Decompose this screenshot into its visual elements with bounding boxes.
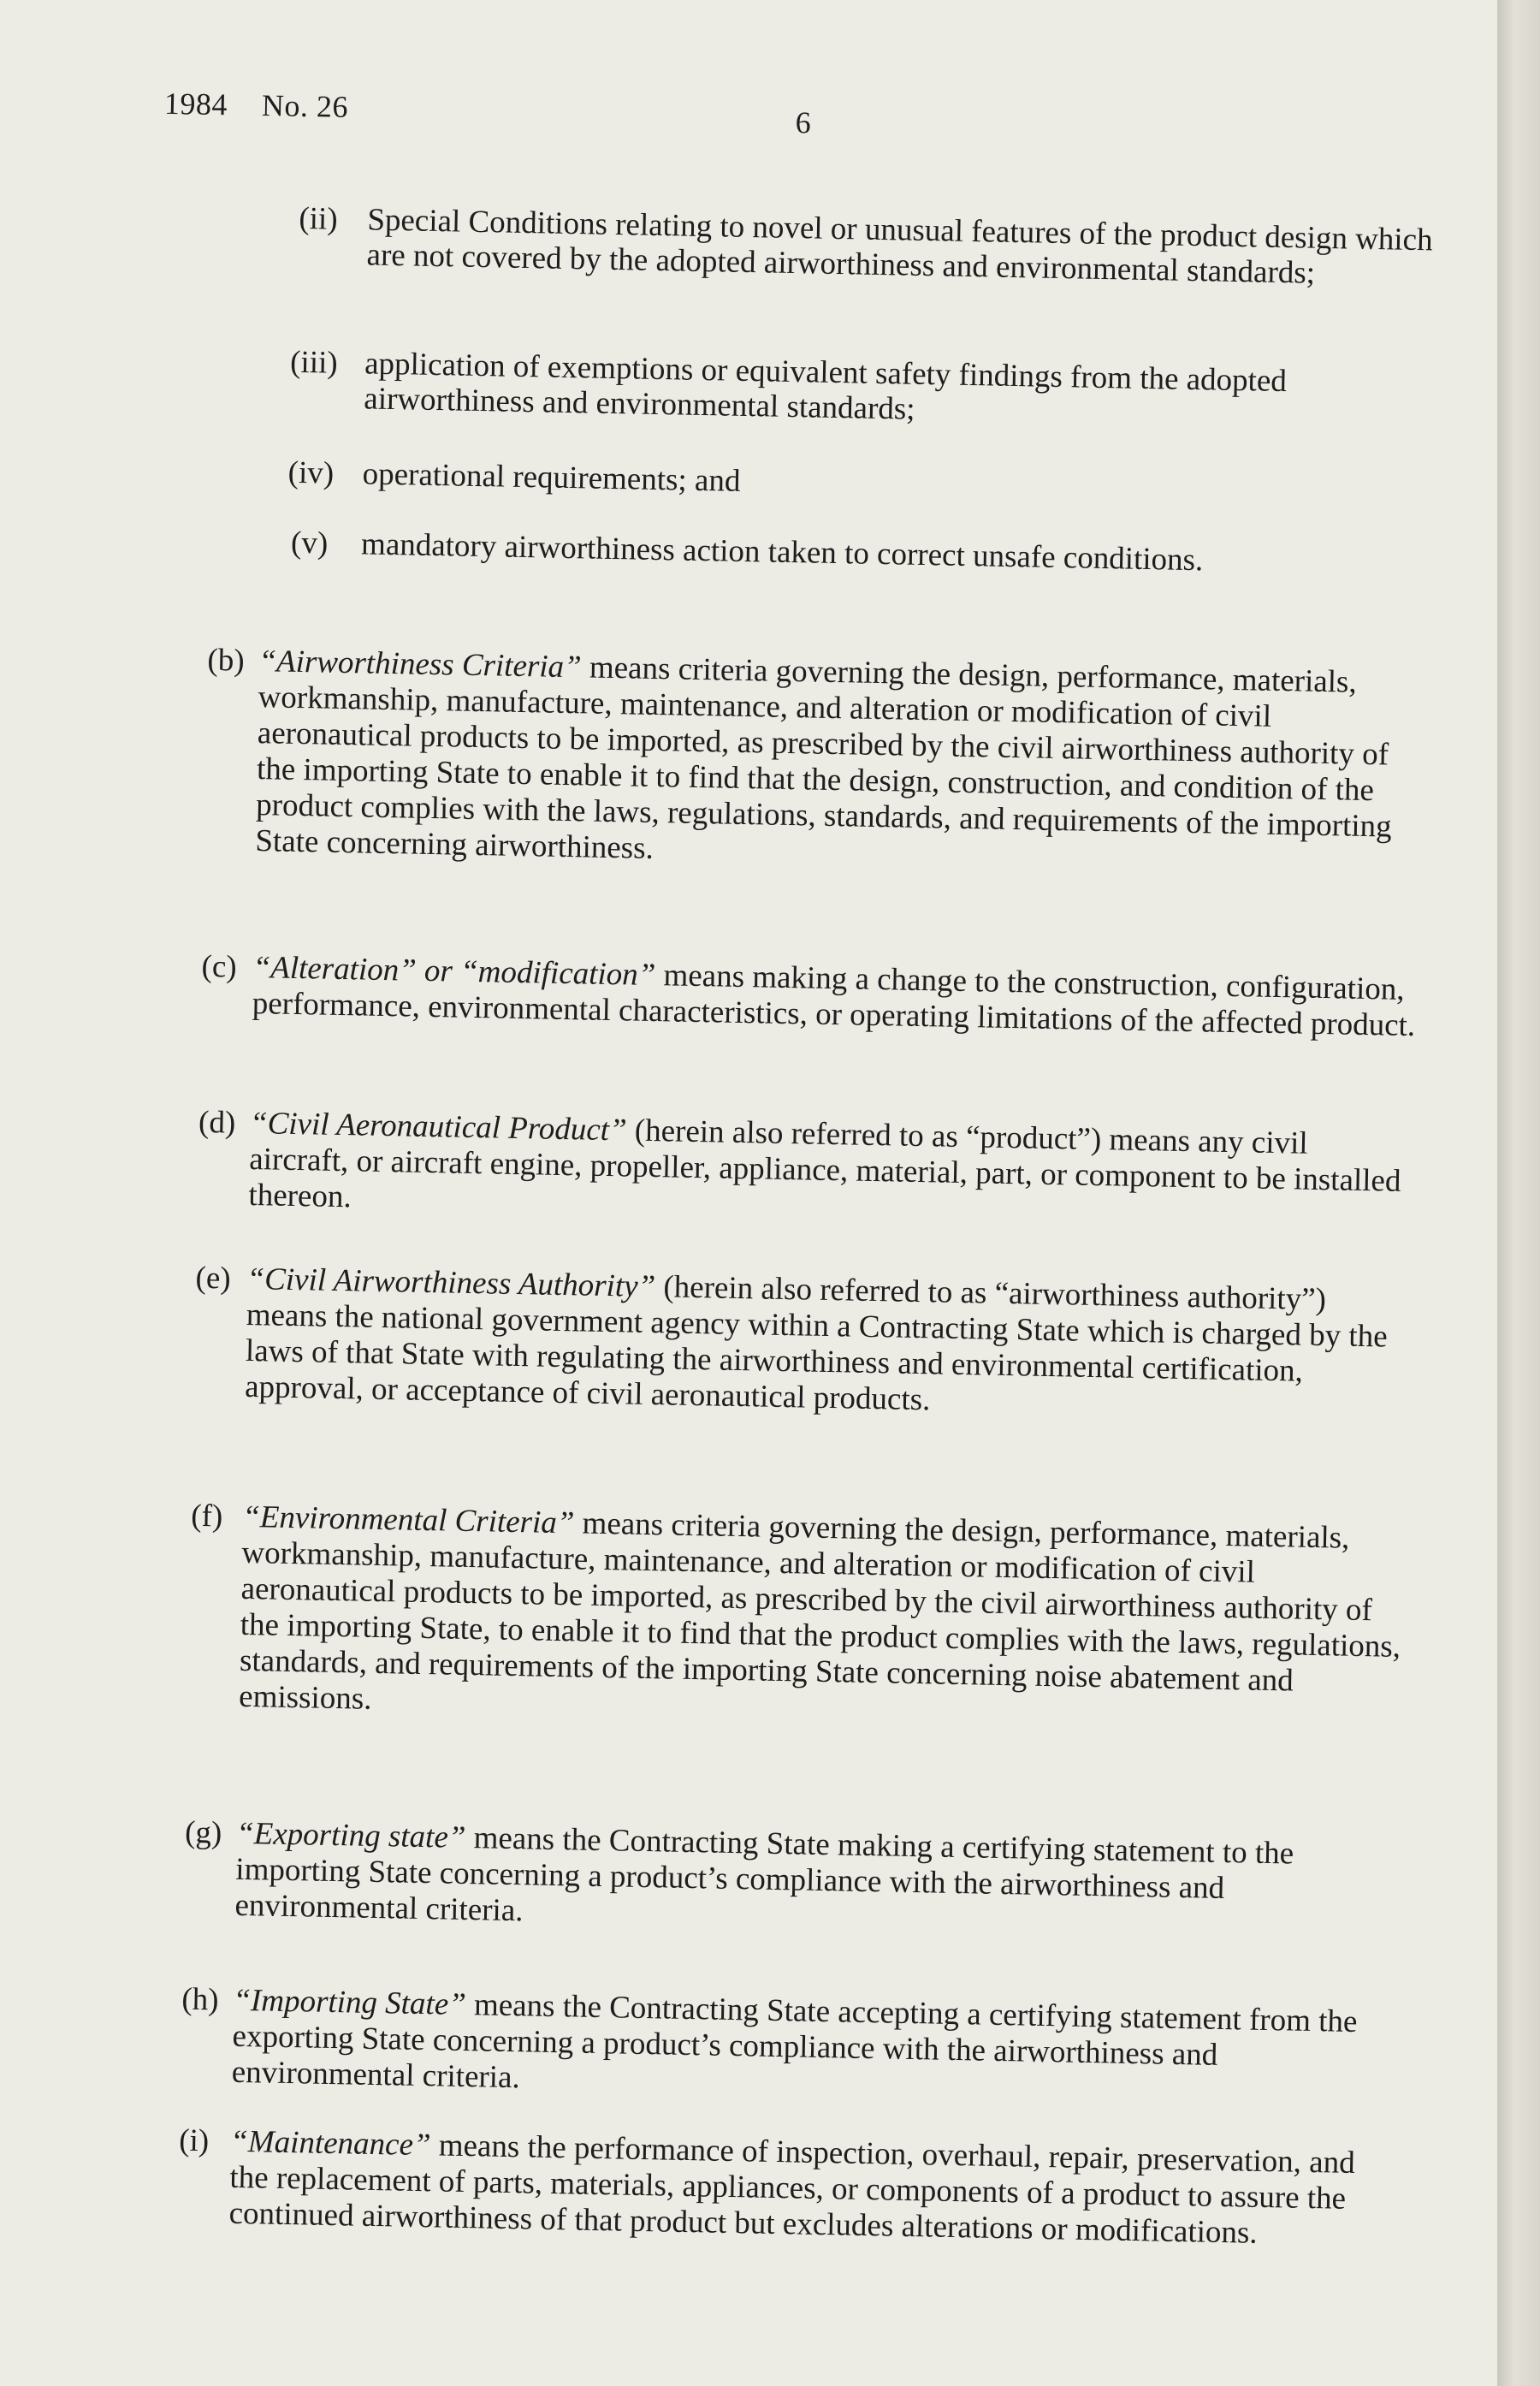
definition-label: (c) [201, 948, 238, 985]
definition-text: means the performance of inspection, overhaul, repair, preservation, and the replacement of parts, materials, appliances, or components of a product to assure the continued airworthiness of that product but excludes alterations or modifications. [228, 2128, 1356, 2251]
sub-item-text: Special Conditions relating to novel or unusual features of the product design which are not covered by the adopted airworthiness and environmental standards; [366, 202, 1433, 291]
definition-term: “Importing State” [233, 1982, 467, 2023]
definition-label: (d) [198, 1104, 236, 1141]
definition-label: (i) [178, 2122, 210, 2159]
sub-item-text: operational requirements; and [362, 456, 741, 499]
sub-item-label: (iii) [289, 344, 339, 381]
header-number: No. 26 [261, 88, 349, 124]
definition-label: (h) [181, 1981, 219, 2018]
definition-text: (herein also referred to as “airworthiness authority”) means the national government agency within a Contracting State which is charged by the laws of that State with regulating the airworthiness and environmental certification, approval, or acceptance of civil aeronautical products. [244, 1269, 1389, 1418]
sub-item-label: (iv) [287, 454, 335, 491]
definition-e [193, 1261, 1411, 1427]
definition-term: “Maintenance” [229, 2123, 431, 2163]
page-header [164, 86, 349, 125]
definition-term: “Alteration” or “modification” [252, 950, 656, 994]
definition-label: (f) [190, 1498, 223, 1534]
definition-text: means the Contracting State accepting a certifying statement from the exporting State concerning a product’s compliance with the airworthiness and environmental criteria. [231, 1987, 1358, 2096]
definition-b [204, 643, 1423, 881]
definition-text: means criteria governing the design, performance, materials, workmanship, manufacture, maintenance, and alteration or modification of civil aeronautical products to be imported, as prescribed by the civil airworthiness authority of the importing State, to enable it to find that the product complies with the laws, regulations, standards, and requirements of the importing State concerning noise abatement and emissions. [238, 1505, 1401, 1717]
sub-item-label: (v) [290, 525, 329, 561]
definition-label: (b) [207, 642, 246, 679]
definition-text: means criteria governing the design, performance, materials, workmanship, manufacture, maintenance, and alteration or modification of civil aeronautical products to be imported, as prescribed by the civil airworthiness authority of the importing State to enable it to find that the design, construction, and condition of the product complies with the laws, regulations, standards, and requirements of the importing State concerning airworthiness. [255, 650, 1393, 866]
page-number: 6 [795, 105, 812, 140]
definition-term: “Environmental Criteria” [241, 1499, 575, 1541]
definition-label: (e) [195, 1260, 232, 1297]
definition-text: means the Contracting State making a certifying statement to the importing State concerning a product’s compliance with the airworthiness and environmental criteria. [234, 1819, 1294, 1929]
sub-item-text: mandatory airworthiness action taken to correct unsafe conditions. [360, 526, 1204, 579]
definition-f [187, 1499, 1407, 1737]
sub-item-text: application of exemptions or equivalent safety findings from the adopted airworthiness and environmental standards; [364, 346, 1288, 427]
definition-text: (herein also referred to as “product”) means any civil aircraft, or aircraft engine, propeller, appliance, material, part, or component to be installed thereon. [248, 1113, 1401, 1215]
definition-label: (g) [184, 1814, 222, 1851]
header-year: 1984 [163, 86, 228, 122]
definition-term: “Airworthiness Criteria” [258, 644, 583, 686]
definition-text: means making a change to the construction, configuration, performance, environmental characteristics, or operating limitations of the affected product. [252, 958, 1416, 1044]
definition-term: “Civil Airworthiness Authority” [246, 1261, 656, 1305]
definition-term: “Civil Aeronautical Product” [249, 1105, 628, 1148]
definition-term: “Exporting state” [235, 1815, 466, 1855]
sub-item-label: (ii) [299, 200, 339, 237]
page-edge [1497, 0, 1540, 2386]
